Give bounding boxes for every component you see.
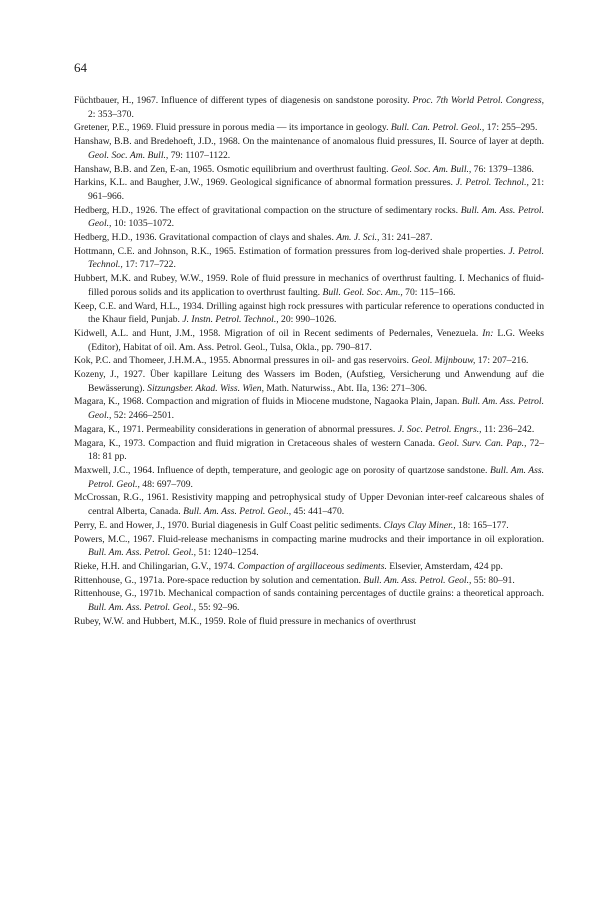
reference-entry: Rittenhouse, G., 1971b. Mechanical compaction of sands containing percentages of ductile grains: a theoretical approach. Bull. Am. Ass. Petrol. Geol., 55: 92–96. [74,588,544,614]
reference-entry: McCrossan, R.G., 1961. Resistivity mapping and petrophysical study of Upper Devonian inter-reef calcareous shales of central Alberta, Canada. Bull. Am. Ass. Petrol. Geol., 45: 441–470. [74,492,544,518]
reference-entry: Hottmann, C.E. and Johnson, R.K., 1965. Estimation of formation pressures from log-derived shale properties. J. Petrol. Technol., 17: 717–722. [74,245,544,271]
reference-entry: Kozeny, J., 1927. Über kapillare Leitung des Wassers im Boden, (Aufstieg, Versicherung und Anwendung auf die Bewässerung). Sitzungsber. Akad. Wiss. Wien, Math. Naturwiss., Abt. IIa, 136: 271–306. [74,369,544,394]
reference-entry: Powers, M.C., 1967. Fluid-release mechanisms in compacting marine mudrocks and their importance in oil exploration. Bull. Am. Ass. Petrol. Geol., 51: 1240–1254. [74,533,544,559]
reference-entry: Magara, K., 1973. Compaction and fluid migration in Cretaceous shales of western Canada. Geol. Surv. Can. Pap., 72–18: 81 pp. [74,437,544,463]
reference-entry: Gretener, P.E., 1969. Fluid pressure in porous media — its importance in geology. Bull. Can. Petrol. Geol., 17: 255–295. [74,122,538,134]
reference-entry: Rieke, H.H. and Chilingarian, G.V., 1974. Compaction of argillaceous sediments. Elsevier, Amsterdam, 424 pp. [74,560,503,572]
page-number: 64 [74,60,87,75]
reference-entry: Keep, C.E. and Ward, H.L., 1934. Drilling against high rock pressures with particular reference to operations conducted in the Khaur field, Punjab. J. Instn. Petrol. Technol., 20: 990–1026. [74,300,544,326]
reference-entry: Rubey, W.W. and Hubbert, M.K., 1959. Role of fluid pressure in mechanics of overthrust [74,615,416,627]
reference-list [74,94,544,628]
reference-entry: Hanshaw, B.B. and Bredehoeft, J.D., 1968. On the maintenance of anomalous fluid pressures, II. Source of layer at depth. Geol. Soc. Am. Bull., 79: 1107–1122. [74,136,544,161]
reference-entry: Hedberg, H.D., 1936. Gravitational compaction of clays and shales. Am. J. Sci., 31: 241–287. [74,232,433,244]
reference-entry: Rittenhouse, G., 1971a. Pore-space reduction by solution and cementation. Bull. Am. Ass. Petrol. Geol., 55: 80–91. [74,574,515,586]
reference-entry: Hubbert, M.K. and Rubey, W.W., 1959. Role of fluid pressure in mechanics of overthrust faulting. I. Mechanics of fluid-filled porous solids and its application to overthrust faulting. Bull. Geol. Soc. Am., 70: 115–166. [74,273,544,298]
reference-entry: Kidwell, A.L. and Hunt, J.M., 1958. Migration of oil in Recent sediments of Pedernales, Venezuela. In: L.G. Weeks (Editor), Habitat of oil. Am. Ass. Petrol. Geol., Tulsa, Okla., pp. 790–817. [74,327,544,353]
reference-entry: Magara, K., 1968. Compaction and migration of fluids in Miocene mudstone, Nagaoka Plain, Japan. Bull. Am. Ass. Petrol. Geol., 52: 2466–2501. [74,396,544,422]
reference-entry: Hedberg, H.D., 1926. The effect of gravitational compaction on the structure of sedimentary rocks. Bull. Am. Ass. Petrol. Geol., 10: 1035–1072. [74,204,544,230]
reference-entry: Hanshaw, B.B. and Zen, E-an, 1965. Osmotic equilibrium and overthrust faulting. Geol. Soc. Am. Bull., 76: 1379–1386. [74,163,534,175]
reference-entry: Harkins, K.L. and Baugher, J.W., 1969. Geological significance of abnormal formation pressures. J. Petrol. Technol., 21: 961–966. [74,177,544,202]
reference-entry: Magara, K., 1971. Permeability considerations in generation of abnormal pressures. J. Soc. Petrol. Engrs., 11: 236–242. [74,423,535,435]
reference-entry: Maxwell, J.C., 1964. Influence of depth, temperature, and geologic age on porosity of quartzose sandstone. Bull. Am. Ass. Petrol. Geol., 48: 697–709. [74,464,545,490]
reference-entry: Kok, P.C. and Thomeer, J.H.M.A., 1955. Abnormal pressures in oil- and gas reservoirs. Geol. Mijnbouw, 17: 207–216. [74,355,529,367]
reference-entry: Füchtbauer, H., 1967. Influence of different types of diagenesis on sandstone porosity. Proc. 7th World Petrol. Congress, 2: 353–370. [74,95,544,120]
reference-entry: Perry, E. and Hower, J., 1970. Burial diagenesis in Gulf Coast pelitic sediments. Clays Clay Miner., 18: 165–177. [74,519,509,531]
